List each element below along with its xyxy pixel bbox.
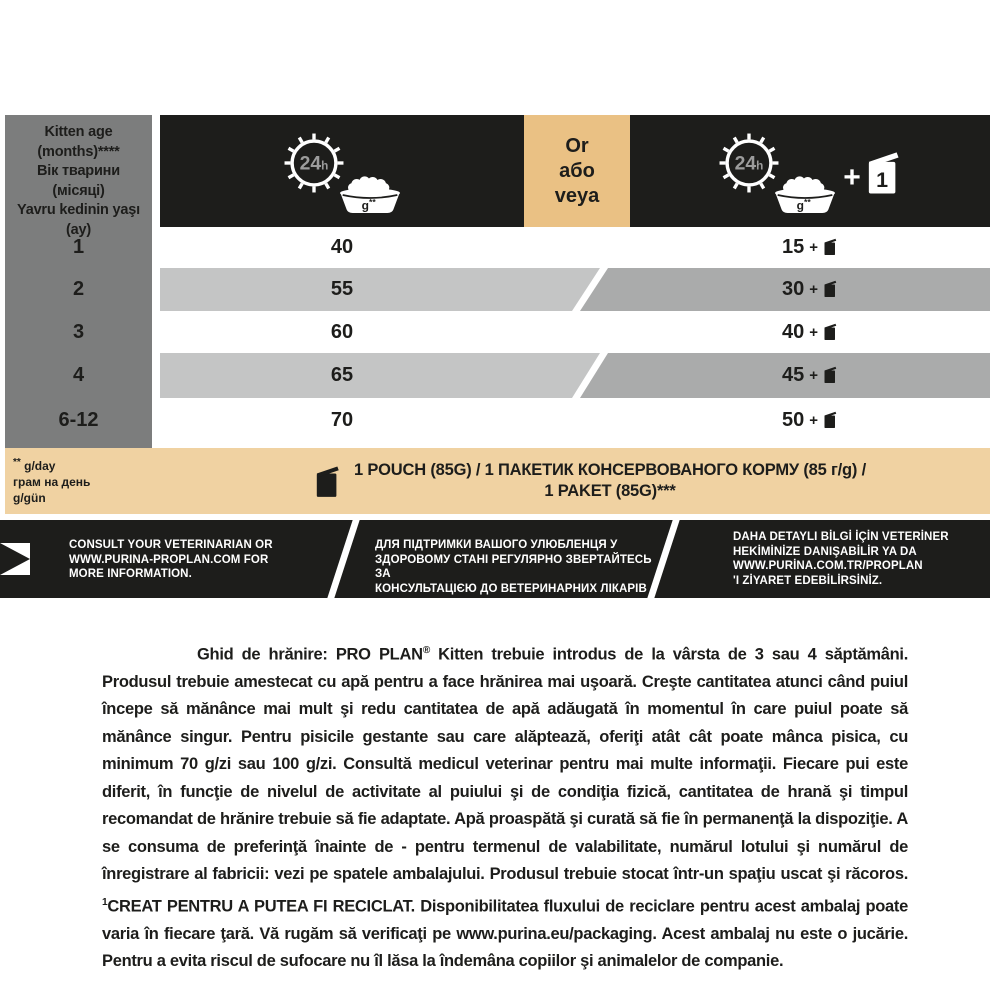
or-line: Or (565, 134, 589, 157)
info-en: CONSULT YOUR VETERINARIAN OR WWW.PURINA-PROPLAN.COM FOR MORE INFORMATION. (69, 539, 273, 580)
dry-amount: 70 (330, 409, 354, 431)
mixed-amount: 45 + (630, 353, 990, 398)
clock-24h-icon (282, 131, 346, 195)
svg-text:24h: 24h (734, 152, 764, 175)
age-row-label: 6-12 (58, 409, 99, 431)
wet-pouch-icon (865, 148, 903, 196)
paragraph-lead: Ghid de hrănire: (197, 645, 328, 663)
info-tr: DAHA DETAYLI BİLGİ İÇİN VETERİNER HEKİMİNİZE DANIŞABİLİR YA DA WWW.PURİNA.COM.TR/PROPLAN 'I ZİYARET EDEBİLİRSİNİZ. (733, 531, 949, 587)
dry-food-header-cell (160, 115, 524, 227)
pouch-icon (823, 237, 838, 256)
plus-icon: + (843, 161, 861, 194)
pouch-footnote-line: 1 PAKET (85G)*** (544, 482, 676, 500)
feeding-guide-paragraph: Ghid de hrănire: PRO PLAN® Kitten trebuie introdus de la vârsta de 3 sau 4 săptămâni. Produsul trebuie amestecat cu apă pentru a face hrănirea mai uşoară. Creşte cantitatea atunci când puiul începe să mănânce mai mult şi redu cantitatea de apă adăugată în momentul în care puiul poate să mănânce singur. Pentru pisicile gestante sau care alăptează, oferiţi atât cât poate mânca pisica, cu minimum 70 g/zi sau 100 g/zi. Consultă medicul veterinar pentru mai multe informaţii. Fiecare pui este diferit, în funcţie de nivelul de activitate al puiului şi de condiţia fizică, cantitatea de hrană şi timpul recomandat de hrănire trebuie să fie adaptate. Apă proaspătă şi curată să fie în permanenţă la dispoziţie. A se consuma de preferinţă înainte de - pentru termenul de valabilitate, numărul lotului şi numărul de înregistrare al fabricii: vezi pe spatele ambalajului. Produsul trebuie stocat într-un spaţiu uscat şi răcoros. $^1$CREAT PENTRU A PUTEA FI RECICLAT. Disponibilitatea fluxului de reciclare pentru acest ambalaj poate varia în fiecare ţară. Vă rugăm să verificaţi pe www.purina.eu/packaging. Acest ambalaj nu este o jucărie. Pentru a evita riscul de sufocare nu îl lăsa la îndemâna copiilor şi animalelor de companie. (102, 644, 908, 970)
age-header-line: Kitten age (44, 124, 113, 140)
or-line: veya (554, 184, 600, 207)
or-cell (524, 115, 630, 227)
age-header-line: (months)**** (37, 143, 120, 160)
pouch-icon (823, 365, 838, 384)
age-row-label: 3 (72, 320, 85, 343)
dry-amount: 40 (330, 236, 354, 258)
brand-name: PRO PLAN (327, 645, 423, 663)
or-line: або (559, 159, 595, 182)
mixed-amount: 50 + (630, 398, 990, 443)
mixed-amount: 15 + (630, 227, 990, 268)
pouch-icon (314, 463, 342, 499)
info-bar (0, 520, 990, 598)
pouch-icon (823, 322, 838, 341)
age-row-label: 2 (72, 278, 85, 300)
table-row (160, 353, 990, 398)
info-uk: ДЛЯ ПІДТРИМКИ ВАШОГО УЛЮБЛЕНЦЯ У ЗДОРОВОМУ СТАНІ РЕГУЛЯРНО ЗВЕРТАЙТЕСЬ ЗА КОНСУЛЬТАЦІЄЮ ДО ВЕТЕРИНАРНИХ ЛІКАРІВ (375, 539, 652, 595)
ribbon-arrow-icon (0, 543, 30, 575)
table-row (160, 311, 990, 353)
age-row-label: 4 (72, 364, 85, 386)
footnote-line: g/gün (13, 491, 46, 505)
age-header-line: Вік тварини (37, 163, 120, 179)
unit-footnotes (13, 455, 90, 506)
age-column (5, 115, 152, 452)
plus-icon: + (809, 281, 818, 298)
mixed-amount: 30 + (630, 268, 990, 311)
svg-text:g**: g** (361, 197, 376, 213)
recycle-statement: CREAT PENTRU A PUTEA FI RECICLAT. (107, 897, 415, 915)
footnote-line: ** g/day (13, 457, 56, 473)
mixed-amount: 40 + (630, 311, 990, 353)
plus-icon: + (809, 367, 818, 384)
svg-text:1: 1 (875, 168, 888, 193)
diagonal-divider (327, 520, 359, 598)
clock-24h-icon (717, 131, 781, 195)
age-row-label: 1 (72, 236, 85, 258)
pouch-footnote-line: 1 POUCH (85G) / 1 ПАКЕТИК КОНСЕРВОВАНОГО КОРМУ (85 г/g) / (354, 461, 866, 479)
food-bowl-icon (773, 174, 837, 216)
table-row (160, 227, 990, 268)
plus-icon: + (809, 412, 818, 429)
age-header-line: (місяці) (52, 182, 105, 199)
age-header-line: (ay) (66, 221, 91, 238)
plus-icon: + (809, 239, 818, 256)
dry-amount: 55 (330, 278, 354, 300)
dry-amount: 60 (330, 320, 354, 343)
feeding-table (160, 115, 990, 443)
table-row (160, 268, 990, 311)
registered-mark: ® (422, 644, 430, 656)
age-header-line: Yavru kedinin yaşı (17, 202, 140, 218)
footnote-row (5, 448, 990, 514)
pouch-icon (823, 279, 838, 298)
dry-amount: 65 (330, 364, 354, 386)
footnote-line: грам на день (13, 475, 91, 489)
svg-text:24h: 24h (299, 152, 329, 175)
food-bowl-icon (338, 174, 402, 216)
svg-text:g**: g** (796, 197, 811, 213)
table-row (160, 398, 990, 443)
mixed-feeding-header-cell (630, 115, 990, 227)
pouch-icon (823, 410, 838, 429)
plus-icon: + (809, 323, 818, 341)
table-header-row (160, 115, 990, 227)
pouch-footnote (260, 448, 920, 514)
age-column-header (5, 123, 152, 240)
